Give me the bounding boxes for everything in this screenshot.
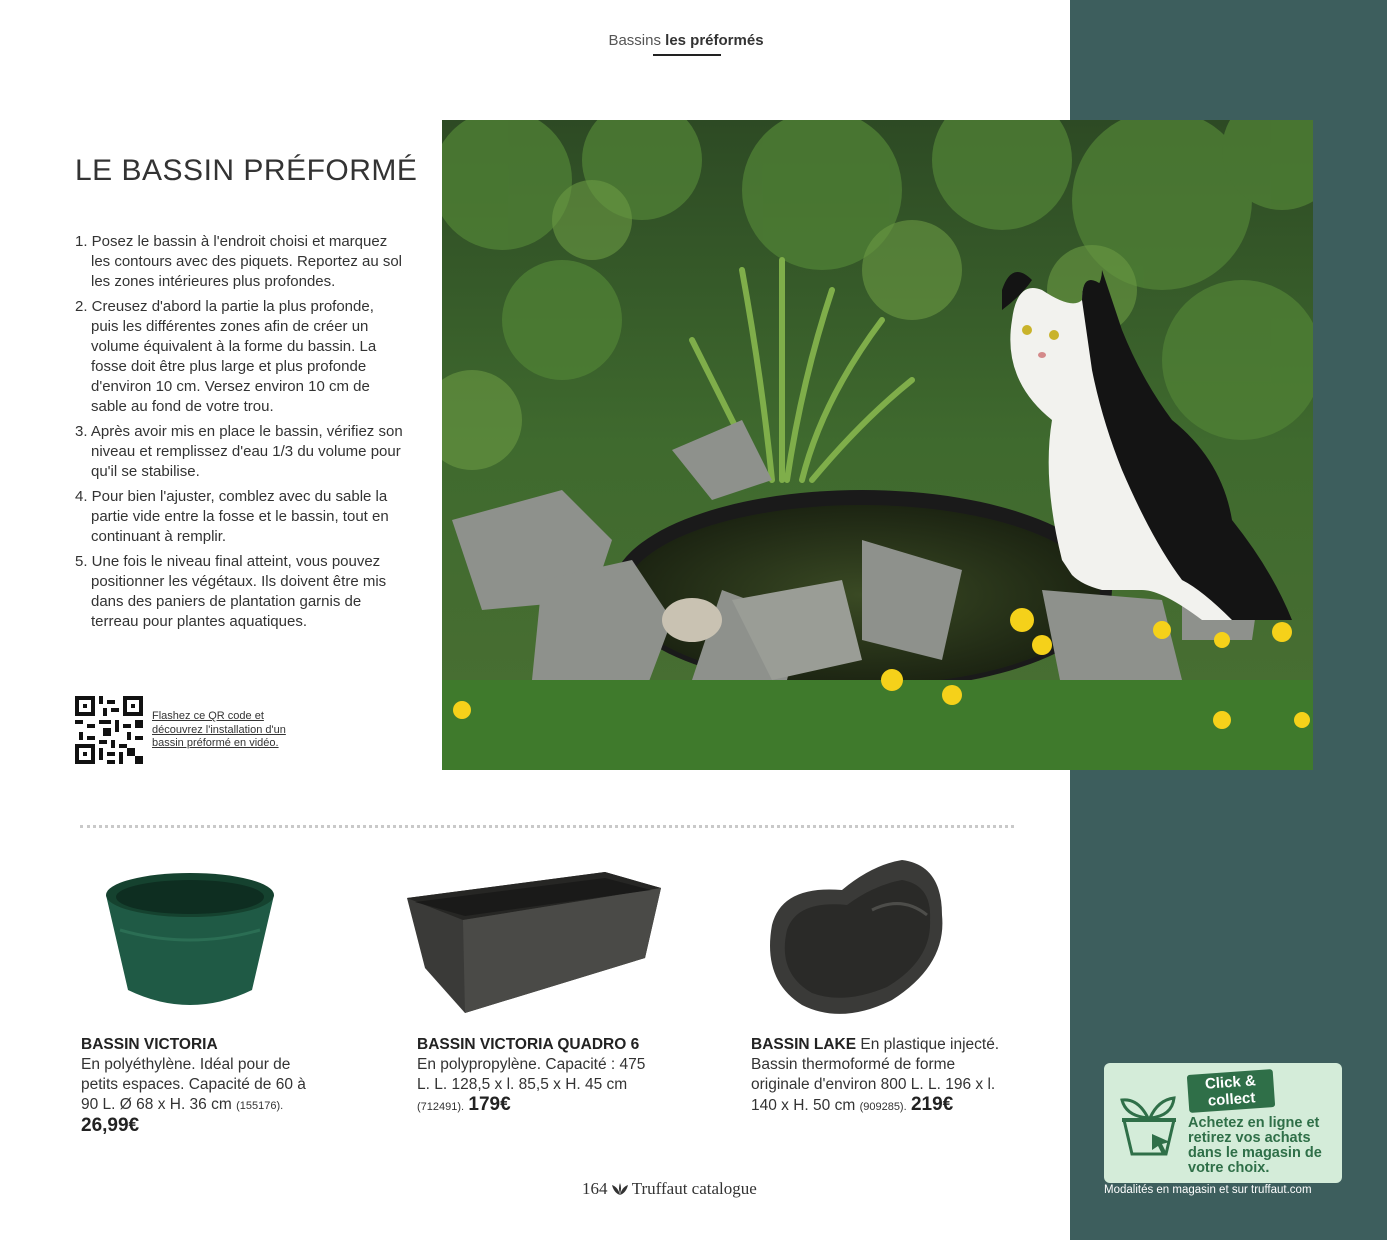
header-subsection: les préformés <box>665 32 764 49</box>
section-header <box>0 32 1372 49</box>
page-number: 164 <box>582 1179 608 1198</box>
page-footer <box>582 1179 757 1199</box>
click-collect-tag: Click & collect <box>1187 1069 1275 1113</box>
product-ref: (909285). <box>859 1101 907 1113</box>
product-lake <box>751 1035 1013 1117</box>
pond-cat-photo <box>442 120 1313 770</box>
product-name: BASSIN VICTORIA QUADRO 6 <box>417 1036 640 1053</box>
plant-cart-icon <box>1118 1090 1180 1158</box>
qr-code[interactable] <box>75 696 143 764</box>
product-ref: (155176). <box>236 1100 284 1112</box>
click-collect-footer: Modalités en magasin et sur truffaut.com <box>1104 1184 1312 1196</box>
step-3: 3. Après avoir mis en place le bassin, vérifiez son niveau et remplissez d'eau 1/3 du volume pour qu'il se stabilise. <box>75 423 403 480</box>
product-victoria <box>81 1035 321 1137</box>
click-collect-text: Achetez en ligne et retirez vos achats dans le magasin de votre choix. <box>1188 1115 1322 1176</box>
product-price: 219€ <box>910 1094 954 1115</box>
step-2: 2. Creusez d'abord la partie la plus profonde, puis les différentes zones afin de créer un volume équivalent à la forme du bassin. La fosse doit être plus large et plus profonde d'environ 10 cm. Versez environ 10 cm de sable au fond de votre trou. <box>75 298 377 415</box>
product-victoria-quadro <box>417 1035 657 1117</box>
product-image-lake <box>762 855 947 1020</box>
product-ref: (712491). <box>417 1101 465 1113</box>
instruction-steps <box>75 232 405 637</box>
qr-caption-link[interactable]: Flashez ce QR code et découvrez l'installation d'un bassin préformé en vidéo. <box>152 710 286 749</box>
product-price: 179€ <box>468 1094 511 1115</box>
product-description: En plastique injecté. Bassin thermoformé de forme originale d'environ 800 L. L. 196 x l. 140 x H. 50 cm <box>751 1036 1000 1114</box>
step-4: 4. Pour bien l'ajuster, comblez avec du sable la partie vide entre la fosse et le bassin, tout en continuant à remplir. <box>75 488 389 545</box>
brand-name: Truffaut catalogue <box>631 1179 757 1198</box>
product-description: En polypropylène. Capacité : 475 L. L. 128,5 x l. 85,5 x H. 45 cm <box>417 1056 646 1093</box>
product-image-victoria <box>100 870 280 1020</box>
step-1: 1. Posez le bassin à l'endroit choisi et marquez les contours avec des piquets. Reportez au sol les zones intérieures plus profondes. <box>75 233 403 290</box>
page-title: LE BASSIN PRÉFORMÉ <box>75 154 418 187</box>
product-image-quadro <box>405 868 663 1018</box>
section-divider <box>80 825 1014 828</box>
product-price: 26,99€ <box>81 1115 140 1136</box>
header-section: Bassins <box>608 32 661 49</box>
truffaut-leaf-icon <box>612 1183 628 1195</box>
product-name: BASSIN LAKE <box>751 1036 857 1053</box>
header-underline <box>653 54 721 56</box>
product-name: BASSIN VICTORIA <box>81 1036 218 1053</box>
product-description: En polyéthylène. Idéal pour de petits espaces. Capacité de 60 à 90 L. Ø 68 x H. 36 cm <box>81 1056 306 1113</box>
step-5: 5. Une fois le niveau final atteint, vous pouvez positionner les végétaux. Ils doivent être mis dans des paniers de plantation garnis de terreau pour plantes aquatiques. <box>75 553 387 630</box>
